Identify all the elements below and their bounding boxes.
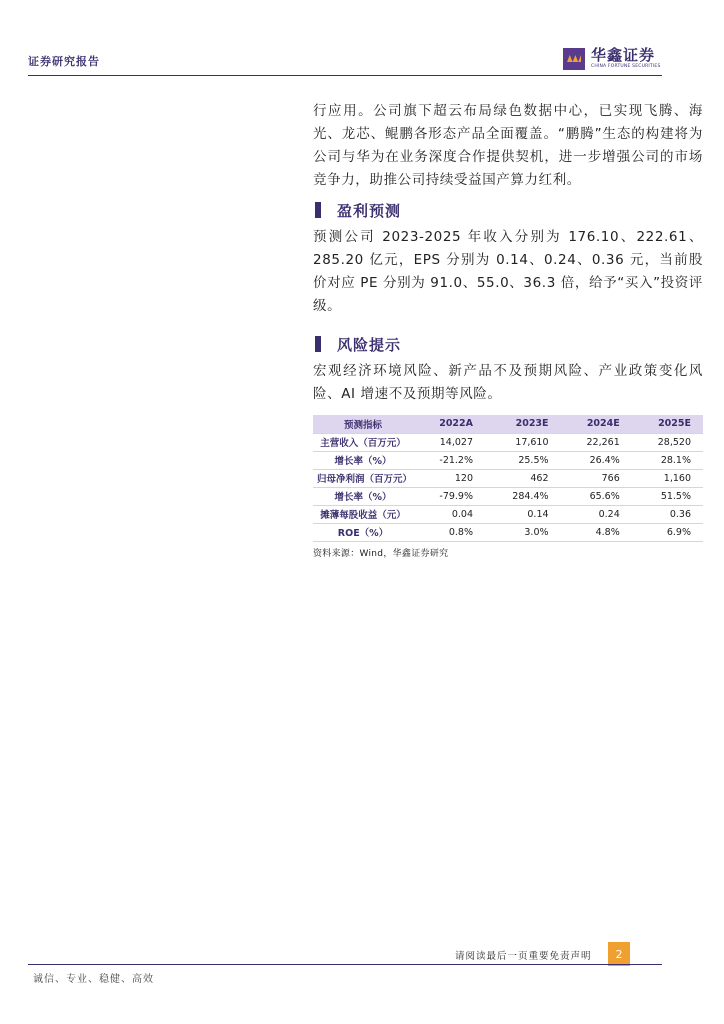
table-cell: 1,160 <box>632 469 703 487</box>
table-cell: 0.04 <box>413 505 485 523</box>
forecast-section-title: 盈利预测 <box>337 201 402 220</box>
forecast-paragraph: 预测公司 2023-2025 年收入分别为 176.10、222.61、285.20 亿元，EPS 分别为 0.14、0.24、0.36 元，当前股价对应 PE 分别为 91.0、55.0、36.3 倍，给予“买入”投资评级。 <box>313 229 703 314</box>
row-label: 增长率（%） <box>313 451 413 469</box>
table-header-row <box>313 415 703 433</box>
company-logo <box>563 47 661 70</box>
table-cell: 4.8% <box>561 523 632 541</box>
row-label: ROE（%） <box>313 523 413 541</box>
table-row <box>313 451 703 469</box>
table-row <box>313 505 703 523</box>
table-cell: 28,520 <box>632 433 703 451</box>
row-label: 主营收入（百万元） <box>313 433 413 451</box>
table-cell: -21.2% <box>413 451 485 469</box>
table-row <box>313 523 703 541</box>
table-cell: 462 <box>485 469 561 487</box>
disclaimer-note: 请阅读最后一页重要免责声明 <box>455 951 592 962</box>
table-header-cell: 2023E <box>485 415 561 433</box>
table-cell: 25.5% <box>485 451 561 469</box>
section-marker-icon <box>315 202 321 218</box>
risk-section-heading <box>313 332 703 356</box>
table-cell: 120 <box>413 469 485 487</box>
table-row <box>313 469 703 487</box>
table-cell: 766 <box>561 469 632 487</box>
row-label: 摊薄每股收益（元） <box>313 505 413 523</box>
table-cell: 0.14 <box>485 505 561 523</box>
table-cell: 26.4% <box>561 451 632 469</box>
table-cell: 17,610 <box>485 433 561 451</box>
table-row <box>313 487 703 505</box>
intro-paragraph: 行应用。公司旗下超云布局绿色数据中心，已实现飞腾、海光、龙芯、鲲鹏各形态产品全面覆盖。“鹏腾”生态的构建将为公司与华为在业务深度合作提供契机，进一步增强公司的市场竞争力，助推公司持续受益国产算力红利。 <box>313 103 703 188</box>
table-cell: 0.24 <box>561 505 632 523</box>
header-divider <box>28 75 662 76</box>
section-marker-icon <box>315 336 321 352</box>
table-cell: 14,027 <box>413 433 485 451</box>
row-label: 归母净利润（百万元） <box>313 469 413 487</box>
table-cell: -79.9% <box>413 487 485 505</box>
table-cell: 28.1% <box>632 451 703 469</box>
table-cell: 0.36 <box>632 505 703 523</box>
table-source-note: 资料来源：Wind，华鑫证券研究 <box>313 548 449 559</box>
logo-mark-icon <box>563 48 585 70</box>
table-header-cell: 2025E <box>632 415 703 433</box>
main-content <box>313 100 703 559</box>
logo-name-en: CHINA FORTUNE SECURITIES <box>591 64 661 69</box>
table-cell: 6.9% <box>632 523 703 541</box>
table-row <box>313 433 703 451</box>
logo-name-cn: 华鑫证券 <box>591 46 656 64</box>
table-cell: 0.8% <box>413 523 485 541</box>
forecast-table <box>313 415 703 542</box>
row-label: 增长率（%） <box>313 487 413 505</box>
risk-paragraph: 宏观经济环境风险、新产品不及预期风险、产业政策变化风险、AI 增速不及预期等风险。 <box>313 363 703 402</box>
footer-divider <box>28 964 662 965</box>
risk-section-title: 风险提示 <box>337 335 402 354</box>
table-cell: 22,261 <box>561 433 632 451</box>
report-type-label: 证券研究报告 <box>28 55 100 68</box>
table-cell: 65.6% <box>561 487 632 505</box>
table-cell: 3.0% <box>485 523 561 541</box>
company-motto: 诚信、专业、稳健、高效 <box>33 974 154 985</box>
table-cell: 284.4% <box>485 487 561 505</box>
page-number: 2 <box>608 942 630 966</box>
forecast-section-heading <box>313 198 703 222</box>
table-cell: 51.5% <box>632 487 703 505</box>
table-header-cell: 预测指标 <box>313 415 413 433</box>
table-header-cell: 2022A <box>413 415 485 433</box>
table-header-cell: 2024E <box>561 415 632 433</box>
